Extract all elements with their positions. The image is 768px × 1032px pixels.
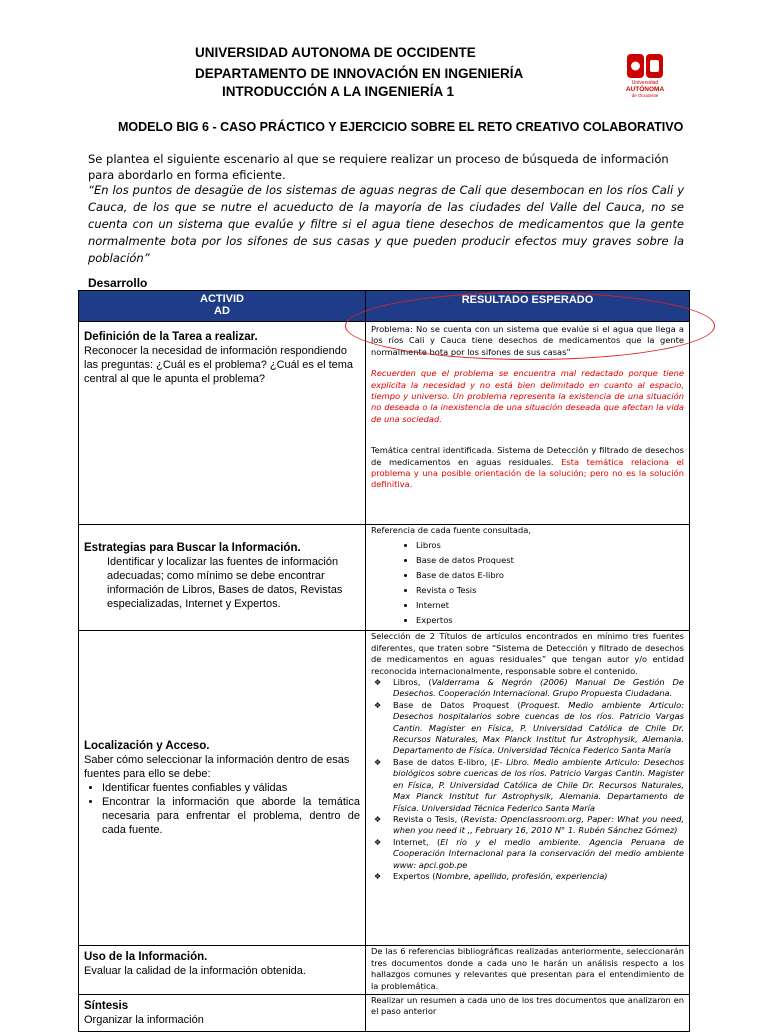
table-row [79, 525, 690, 631]
list-item: • Libros [416, 538, 684, 553]
activity-table [78, 290, 690, 1032]
list-item: ❖ Libros, (Valderrama & Negrón (2006) Manual De Gestión De Desechos. Cooperación Internacional. Grupo Propuesta Ciudadana. [393, 677, 684, 700]
list-item: • Expertos [416, 613, 684, 628]
list-item: ❖ Base de Datos Proquest (Proquest. Medio ambiente Articulo: Desechos hospitalarios sobre cuencas de los ríos. Patricio Vargas Cantin. Magister en Física, P. Universidad Católica de Chile Dr. Recursos Naturales, Max Planck Institut fur Astrophysik, Alemania. Departamento de Física. Universidad Técnica Federico Santa María [393, 700, 684, 757]
col-header-result: RESULTADO ESPERADO [366, 291, 690, 322]
header-university: UNIVERSIDAD AUTONOMA DE OCCIDENTE [195, 45, 476, 60]
problem-note: Recuerden que el problema se encuentra mal redactado porque tiene explicita la necesidad y no está bien delimitado en cuanto al espacio, tiempo y universo. Un problema representa la existencia de una situación no deseada o la inexistencia de una situación deseada que afectan la vida de una sociedad. [371, 368, 684, 424]
central-theme [371, 445, 684, 491]
logo-text-top: Universidad [631, 80, 659, 86]
list-item: ❖ Expertos (Nombre, apellido, profesión, experiencia) [393, 871, 684, 882]
section-label: Desarrollo [88, 276, 148, 290]
row-use-title: Uso de la Información. [84, 951, 208, 964]
problem-statement: Problema: No se cuenta con un sistema que evalúe si el agua que llega a los ríos Cali y Cauca tiene desechos de medicamentos que la gente normalmente bota por los sifones de sus casas” [371, 324, 684, 357]
row-definition-activity [79, 322, 366, 525]
intro-paragraph: Se plantea el siguiente escenario al que se requiere realizar un proceso de búsqueda de información para abordarlo en forma eficiente. [88, 152, 669, 182]
row-location-result [366, 631, 690, 946]
row-synthesis-activity [79, 995, 366, 1032]
row-definition-result [366, 322, 690, 525]
logo-text-bottom: de Occidente [631, 93, 659, 98]
row-use-activity [79, 946, 366, 995]
sources-list [371, 538, 684, 628]
list-item: • Base de datos E-libro [416, 568, 684, 583]
logo-text-name: AUTÓNOMA [625, 86, 665, 93]
scenario-quote: “En los puntos de desagüe de los sistemas de aguas negras de Cali que desembocan en los ríos Cali y Cauca, de los que se nutre el acueducto de la mayoría de las ciudades del Valle del Cauca, no se cuenta con un sistema que evalúe y filtre si el agua tiene desechos de medicamentos que la gente normalmente bota por los sifones de sus casas y que pueden producir efectos muy graves sobre la población” [88, 183, 684, 265]
row-synthesis-title: Síntesis [84, 1000, 129, 1013]
row-location-activity [79, 631, 366, 946]
row-use-result: De las 6 referencias bibliográficas realizadas anteriormente, seleccionarán tres documentos donde a cada uno le harán un análisis respecto a los hallazgos comunes y relevantes que presentan para el entendimiento de la problemática. [366, 946, 690, 995]
header-department: DEPARTAMENTO DE INNOVACIÓN EN INGENIERÍA [195, 66, 524, 81]
list-item: • Revista o Tesis [416, 583, 684, 598]
list-item: • Identificar fuentes confiables y válidas [102, 781, 360, 795]
row-location-title: Localización y Acceso. [84, 740, 210, 753]
table-row [79, 322, 690, 525]
row-strategies-title: Estrategias para Buscar la Información. [84, 542, 301, 554]
table-row [79, 631, 690, 946]
university-logo [622, 52, 668, 98]
table-row [79, 995, 690, 1032]
row-synthesis-result: Realizar un resumen a cada uno de los tres documentos que analizaron en el paso anterior [366, 995, 690, 1032]
row-strategies-text: Identificar y localizar las fuentes de información adecuadas; como mínimo se debe encontrar información de Libros, Bases de datos, Revistas especializadas, Internet y Expertos. [107, 556, 343, 610]
row-definition-text: Reconocer la necesidad de información respondiendo las preguntas: ¿Cuál es el problema? ¿Cuál es el tema central al que le apunta el problema? [84, 345, 354, 385]
logo-mark-icon [625, 52, 665, 80]
row-definition-title: Definición de la Tarea a realizar. [84, 331, 258, 343]
selection-intro: Selección de 2 Títulos de artículos encontrados en mínimo tres fuentes diferentes, que traten sobre “Sistema de Detección y filtrado de desechos de medicamentos en aguas residuales” que tengan autor y/o entidad reconocida internacionalmente, responsable sobre el contenido. [371, 631, 684, 676]
list-item: ❖ Revista o Tesis, (Revista: Openclassroom.org, Paper: What you need, when you need it ,, February 16, 2010 N° 1. Rubén Sánchez Gómez) [393, 814, 684, 837]
list-item: ❖ Base de datos E-libro, (E- Libro. Medio ambiente Articulo: Desechos biológicos sobre cuencas de los ríos. Patricio Vargas Cantin. Magister en Física, P. Universidad Católica de Chile Dr. Recursos Naturales, Max Planck Institut fur Astrophysik, Alemania. Departamento de Física. Universidad Técnica Federico Santa María [393, 757, 684, 814]
sources-intro: Referencia de cada fuente consultada, [371, 525, 531, 535]
row-strategies-activity [79, 525, 366, 631]
row-strategies-result [366, 525, 690, 631]
location-bullets [84, 781, 360, 837]
list-item: ❖ Internet, (El río y el medio ambiente. Agencia Peruana de Cooperación Internacional para la conservación del medio ambiente www: apci.gob.pe [393, 837, 684, 871]
list-item: • Base de datos Proquest [416, 553, 684, 568]
document-subtitle: MODELO BIG 6 - CASO PRÁCTICO Y EJERCICIO SOBRE EL RETO CREATIVO COLABORATIVO [118, 120, 684, 134]
central-theme-note: Esta temática relaciona el problema y una posible orientación de la solución; pero no es la solución definitiva. [371, 456, 684, 490]
row-location-text: Saber cómo seleccionar la información dentro de esas fuentes para ello se debe: [84, 754, 350, 781]
list-item: • Internet [416, 598, 684, 613]
central-theme-text: Temática central identificada. Sistema de Detección y filtrado de desechos de medicamentos en aguas residuales. [371, 445, 684, 467]
header-course: INTRODUCCIÓN A LA INGENIERÍA 1 [222, 84, 455, 99]
table-header-row [79, 291, 690, 322]
row-synthesis-text: Organizar la información [84, 1014, 204, 1027]
row-use-text: Evaluar la calidad de la información obtenida. [84, 965, 306, 978]
table-row [79, 946, 690, 995]
col-header-activity: ACTIVID AD [79, 291, 366, 322]
references-list [371, 677, 684, 882]
list-item: • Encontrar la información que aborde la temática necesaria para enfrentar el problema, dentro de cada fuente. [102, 795, 360, 837]
